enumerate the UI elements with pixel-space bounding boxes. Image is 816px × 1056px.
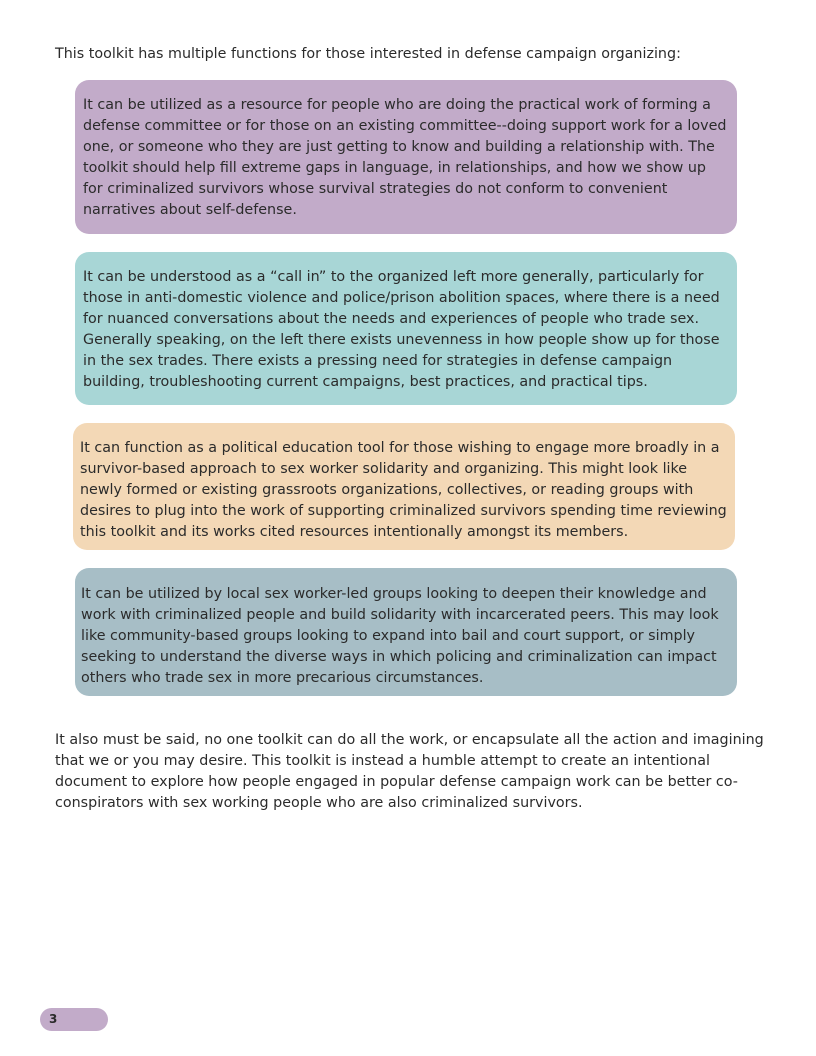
function-text: It can function as a political education tool for those wishing to engage more broadly in a survivor-based approach to sex worker solidarity and organizing. This might look like newly formed or existing grassroots organizations, collectives, or reading groups with desires to plug into the work of supporting criminalized survivors spending time reviewing this toolkit and its works cited resources intentionally amongst its members. xyxy=(80,440,727,540)
function-text: It can be utilized as a resource for people who are doing the practical work of forming a defense committee or for those on an existing committee--doing support work for a loved one, or someone who they are just getting to know and building a relationship with. The toolkit should help fill extreme gaps in language, in relationships, and how we show up for criminalized survivors whose survival strategies do not conform to convenient narratives about self-defense. xyxy=(83,97,727,218)
function-card-political-education xyxy=(73,423,735,550)
closing-paragraph: It also must be said, no one toolkit can do all the work, or encapsulate all the action and imagining that we or you may desire. This toolkit is instead a humble attempt to create an intentional document to explore how people engaged in popular defense campaign work can be better co-conspirators with sex working people who are also criminalized survivors. xyxy=(55,732,764,811)
function-text: It can be utilized by local sex worker-led groups looking to deepen their knowledge and work with criminalized people and build solidarity with incarcerated peers. This may look like community-based groups looking to expand into bail and court support, or simply seeking to understand the diverse ways in which policing and criminalization can impact others who trade sex in more precarious circumstances. xyxy=(81,586,719,686)
function-card-resource xyxy=(75,80,737,234)
function-text: It can be understood as a “call in” to the organized left more generally, particularly for those in anti-domestic violence and police/prison abolition spaces, where there is a need for nuanced conversations about the needs and experiences of people who trade sex. Generally speaking, on the left there exists unevenness in how people show up for those in the sex trades. There exists a pressing need for strategies in defense campaign building, troubleshooting current campaigns, best practices, and practical tips. xyxy=(83,269,720,390)
page-number: 3 xyxy=(49,1012,58,1026)
intro-paragraph: This toolkit has multiple functions for those interested in defense campaign organizing: xyxy=(55,46,681,62)
function-card-sex-worker-groups xyxy=(75,568,737,696)
function-card-call-in xyxy=(75,252,737,405)
page-number-badge xyxy=(40,1008,108,1031)
